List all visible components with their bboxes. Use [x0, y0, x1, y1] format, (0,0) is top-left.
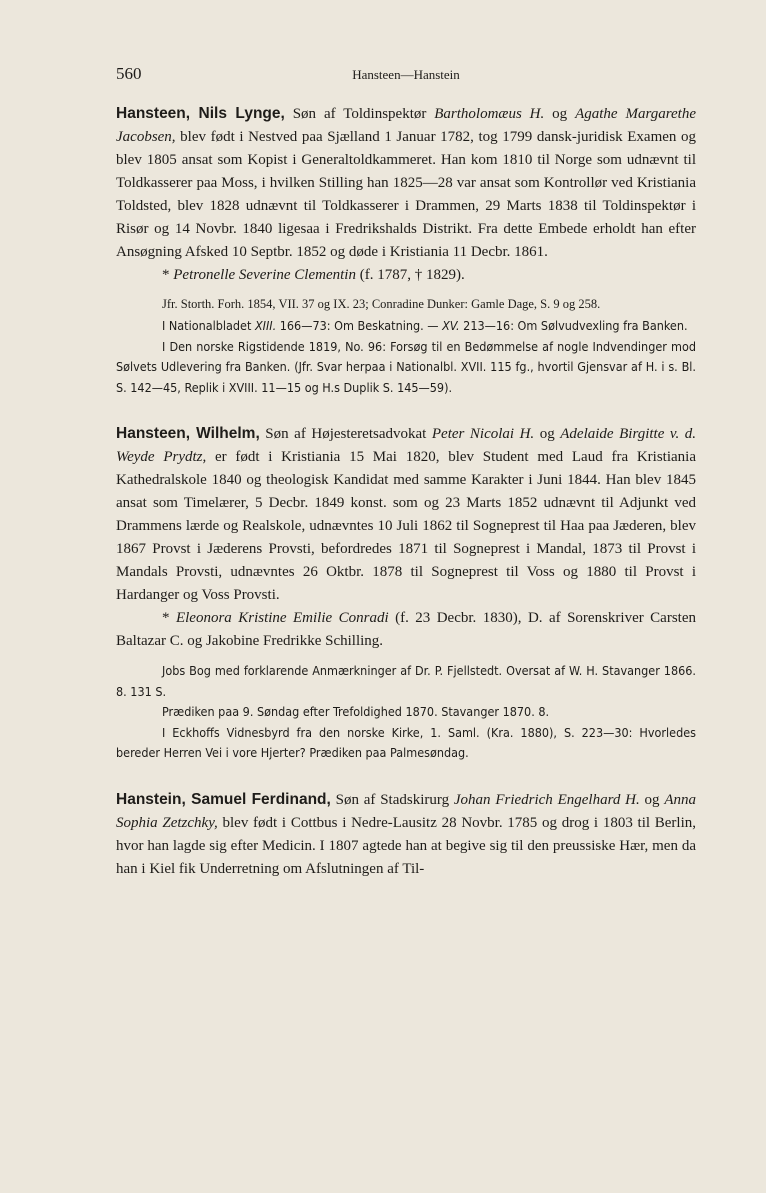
text-run: er født i Kristiania 15 Mai 1820, blev Student med Laud fra Kristiania Kathedralskole 1840 og theologisk Kandidat med samme Karakter i Juni 1844. Han blev 1845 ansat som Timelærer, 5 Decbr. 1849 konst. som og 23 Marts 1852 udnævnt til Adjunkt ved Drammens lærde og Realskole, udnævntes 10 Juli 1862 til Sogneprest til Haa paa Jæderen, blev 1867 Provst i Jæderens Provsti, befordredes 1871 til Sogneprest i Mandal, 1873 til Provst i Mandals Provsti, udnævntes 26 Oktbr. 1878 til Sogneprest til Voss og 1880 til Provst i Hardanger og Voss Provsti. [116, 449, 696, 603]
text-run: og [544, 106, 576, 122]
italic-name: Peter Nicolai H. [431, 426, 535, 442]
running-header [116, 64, 696, 86]
text-run: I Nationalbladet [162, 318, 255, 333]
text-run: * [162, 610, 176, 626]
entry-biography [116, 422, 696, 607]
page-body [116, 102, 696, 905]
italic-name: Agathe Margarethe Jacobsen, [116, 106, 697, 145]
bibliography-item [116, 723, 696, 764]
text-run: * [162, 267, 174, 283]
italic-name: Anna Sophia Zetzchky, [116, 791, 697, 831]
bibliography-item [116, 337, 696, 399]
italic-name: Petronelle Severine Clementin [173, 267, 356, 283]
text-run: I Den norske Rigstidende 1819, No. 96: Forsøg til en Bedømmelse af nogle Indvendinger mod Sølvets Udlevering fra Banken. (Jfr. Svar herpaa i Nationalbl. XVII. 115 fg., hvortil Gjensvar af H. i s. Bl. S. 142—45, Replik i XVIII. 11—15 og H.s Duplik S. 145—59). [116, 338, 696, 395]
italic-name: XIII. [254, 318, 277, 333]
italic-name: Eleonora Kristine Emilie Conradi [175, 610, 389, 626]
entry-spouse [116, 264, 696, 287]
text-run: I Eckhoffs Vidnesbyrd fra den norske Kirke, 1. Saml. (Kra. 1880), S. 223—30: Hvorledes bereder Herren Vei i vore Hjerter? Prædiken paa Palmesøndag. [116, 724, 696, 760]
text-run: Prædiken paa 9. Søndag efter Trefoldighed 1870. Stavanger 1870. 8. [162, 704, 550, 719]
text-run: Søn af Toldinspektør [284, 106, 435, 122]
entry-references: Jfr. Storth. Forh. 1854, VII. 37 og IX. 23; Conradine Dunker: Gamle Dage, S. 9 og 258. [162, 297, 601, 311]
entry-heading: Hansteen, Nils Lynge, [116, 105, 285, 122]
text-run: 213—16: Om Sølvudvexling fra Banken. [459, 318, 688, 333]
text-run: og [534, 426, 561, 442]
biography-entry [116, 102, 696, 398]
bibliography-item [116, 661, 696, 702]
text-run: og [639, 791, 665, 808]
text-run: blev født i Cottbus i Nedre-Lausitz 28 Novbr. 1785 og drog i 1803 til Berlin, hvor han lagde sig efter Medicin. I 1807 agtede han at begive sig til den preussiske Hær, men da han i Kiel fik Underretning om Afslutningen af Til- [116, 814, 696, 877]
bibliography-item [116, 702, 696, 723]
biography-entry [116, 422, 696, 764]
bibliography-item [116, 316, 696, 337]
entry-heading: Hanstein, Samuel Ferdinand, [116, 790, 331, 808]
text-run: Søn af Højesteretsadvokat [259, 426, 432, 442]
text-run: Jobs Bog med forklarende Anmærkninger af Dr. P. Fjellstedt. Oversat af W. H. Stavanger 1866. 8. 131 S. [116, 663, 696, 699]
entry-spouse [116, 607, 696, 653]
entry-biography [116, 788, 696, 881]
entry-biography [116, 102, 696, 264]
running-title: Hansteen—Hanstein [352, 67, 460, 82]
text-run: 166—73: Om Beskatning. — [276, 318, 443, 333]
entry-heading: Hansteen, Wilhelm, [116, 425, 260, 442]
page-number: 560 [116, 64, 142, 83]
text-run: (f. 23 Decbr. 1830), D. af Sorenskriver Carsten Baltazar C. og Jakobine Fredrikke Schilling. [116, 610, 696, 649]
italic-name: Adelaide Birgitte v. d. Weyde Prydtz, [116, 426, 696, 465]
text-run: Søn af Stadskirurg [330, 791, 454, 808]
biography-entry [116, 788, 696, 881]
italic-name: Johan Friedrich Engelhard H. [453, 791, 640, 808]
text-run: blev født i Nestved paa Sjælland 1 Januar 1782, tog 1799 dansk-juridisk Examen og blev 1805 ansat som Kopist i Generaltoldkammeret. Han kom 1810 til Norge som udnævnt til Toldkasserer paa Moss, i hvilken Stilling han 1825—28 var ansat som Kontrollør ved Kristiania Toldsted, blev 1828 udnævnt til Toldkasserer i Drammen, 29 Marts 1838 til Toldinspektør i Risør og 14 Novbr. 1840 ligesaa i Fredrikshalds Distrikt. Fra dette Embede erholdt han efter Ansøgning Afsked 10 Septbr. 1852 og døde i Kristiania 11 Decbr. 1861. [116, 129, 696, 260]
italic-name: XV. [442, 318, 460, 333]
text-run: (f. 1787, † 1829). [355, 267, 465, 283]
italic-name: Bartholomæus H. [434, 106, 545, 122]
